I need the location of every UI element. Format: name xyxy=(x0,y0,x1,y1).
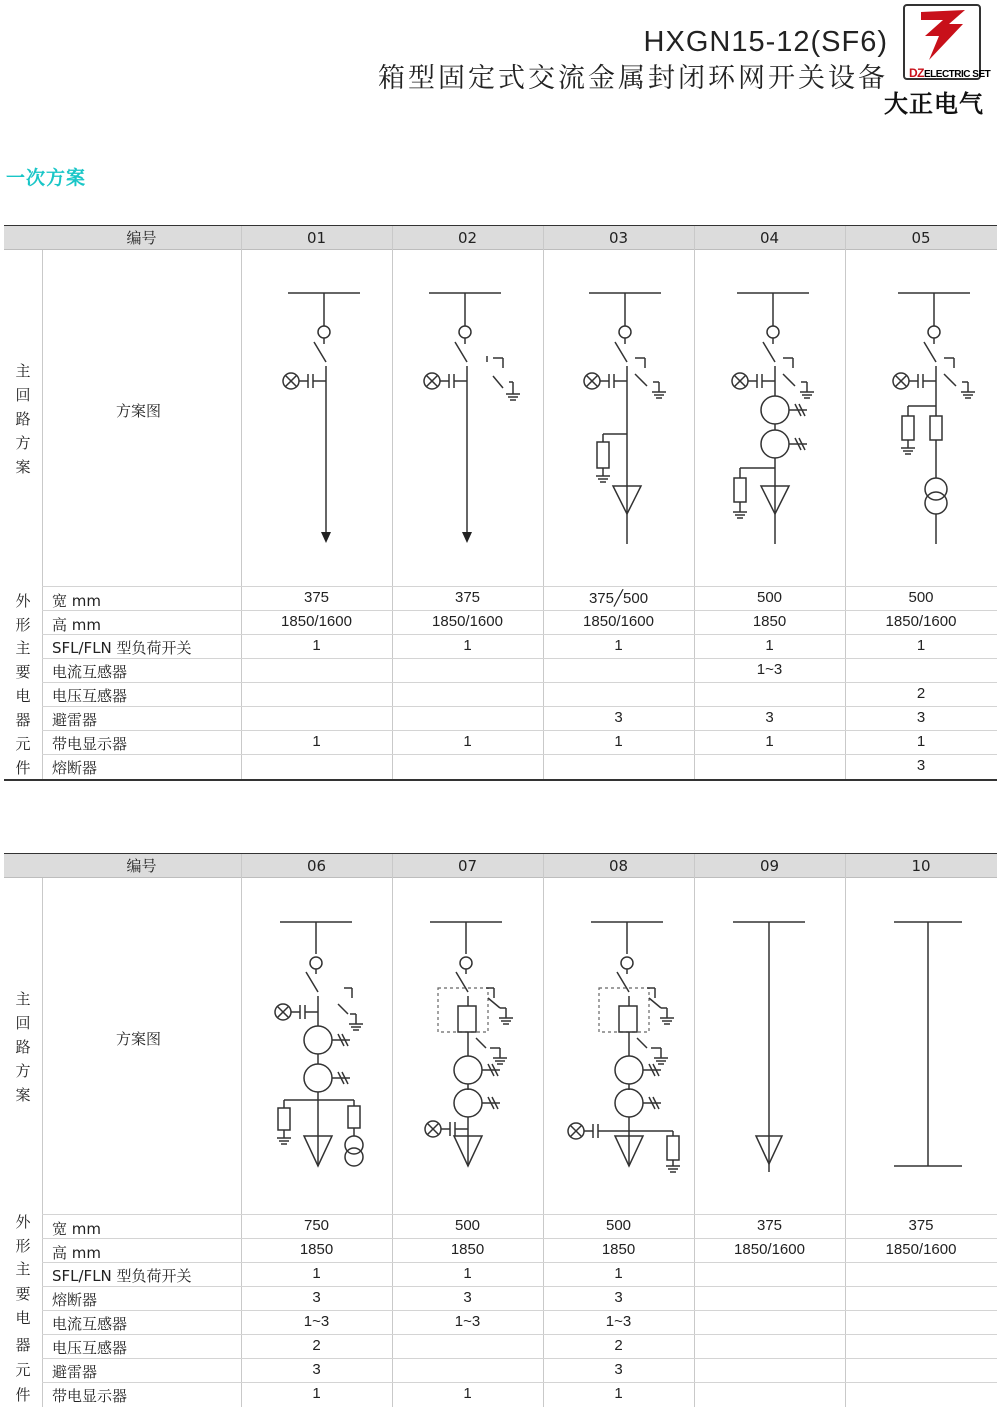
brand-logo xyxy=(903,4,991,80)
table-cell: 1850/1600 xyxy=(432,613,503,630)
table-cell: 1 xyxy=(916,637,926,654)
section-title: 一次方案 xyxy=(6,167,87,189)
side-label: 回 xyxy=(15,1014,31,1032)
table-cell: 1 xyxy=(765,637,774,654)
table-cell: 750 xyxy=(303,1217,330,1234)
table-cell: 1 xyxy=(463,1385,472,1402)
lightning-bolt-icon xyxy=(905,6,983,66)
scheme-diagram-01 xyxy=(276,286,376,551)
model-title: HXGN15-12(SF6) xyxy=(643,26,888,58)
side-label: 主 xyxy=(15,1260,31,1278)
table-header xyxy=(4,854,997,878)
scheme-diagram-02 xyxy=(417,286,547,551)
table-cell: 375╱500 xyxy=(588,590,649,607)
table-cell: 2 xyxy=(916,685,926,702)
side-label: 案 xyxy=(15,458,31,476)
table-cell: 3 xyxy=(916,757,926,774)
side-label: 要 xyxy=(15,663,31,681)
side-label: 主 xyxy=(15,362,31,380)
table-cell: 375 xyxy=(908,1217,934,1234)
table-cell: 500 xyxy=(756,589,783,606)
row-label: 避雷器 xyxy=(52,1363,98,1381)
row-label: 宽 mm xyxy=(52,1220,101,1238)
table-cell: 1 xyxy=(312,637,321,654)
scheme-diagram-09 xyxy=(729,914,829,1179)
table-cell: 1850 xyxy=(752,613,787,630)
table-cell: 1850/1600 xyxy=(281,613,352,630)
logo-text: DZELECTRIC SET xyxy=(909,66,991,80)
scheme-table-1 xyxy=(4,225,997,780)
scheme-diagram-03 xyxy=(577,286,707,551)
table-cell: 375 xyxy=(454,589,481,606)
side-label: 方 xyxy=(15,434,31,452)
side-label: 路 xyxy=(15,1038,31,1056)
table-cell: 1 xyxy=(614,1385,623,1402)
table-cell: 1 xyxy=(312,733,321,750)
side-label: 件 xyxy=(15,759,31,777)
table-cell: 3 xyxy=(916,709,926,726)
side-label: 外 xyxy=(15,1213,31,1231)
scheme-diagram-10 xyxy=(884,914,984,1179)
table-cell: 3 xyxy=(614,1289,623,1306)
table-cell: 2 xyxy=(614,1337,623,1354)
row-label: 宽 mm xyxy=(52,592,101,610)
side-label: 案 xyxy=(15,1086,31,1104)
table-cell: 1 xyxy=(463,637,472,654)
side-label: 元 xyxy=(15,735,31,753)
row-label: 电流互感器 xyxy=(52,1315,128,1333)
table-cell: 1 xyxy=(463,1265,472,1282)
scheme-code: 06 xyxy=(306,857,327,875)
table-cell: 1 xyxy=(312,1385,321,1402)
scheme-diagram-label: 方案图 xyxy=(116,402,162,420)
side-label: 主 xyxy=(15,639,31,657)
side-label: 元 xyxy=(15,1361,31,1379)
scheme-code: 03 xyxy=(608,229,629,247)
side-label: 方 xyxy=(15,1062,31,1080)
side-label: 主 xyxy=(15,990,31,1008)
brand-name: 大正电气 xyxy=(884,90,984,118)
row-label: 熔断器 xyxy=(52,1291,98,1309)
row-label: 避雷器 xyxy=(52,711,98,729)
row-label: 电压互感器 xyxy=(52,687,128,705)
scheme-diagram-05 xyxy=(884,286,994,551)
side-label: 器 xyxy=(15,711,31,729)
product-title: 箱型固定式交流金属封闭环网开关设备 xyxy=(378,63,888,94)
scheme-table-2 xyxy=(4,853,997,1406)
scheme-code: 01 xyxy=(306,229,327,247)
side-label: 路 xyxy=(15,410,31,428)
table-cell: 3 xyxy=(463,1289,472,1306)
row-label: 电压互感器 xyxy=(52,1339,128,1357)
table-cell: 1 xyxy=(614,637,623,654)
table-header xyxy=(4,226,997,250)
table-cell: 500 xyxy=(908,589,934,606)
row-label: 带电显示器 xyxy=(52,1387,128,1405)
scheme-code: 09 xyxy=(759,857,780,875)
table-cell: 3 xyxy=(312,1361,321,1378)
side-label: 器 xyxy=(15,1336,31,1354)
row-label: 熔断器 xyxy=(52,759,98,777)
table-cell: 375 xyxy=(303,589,330,606)
table-cell: 1 xyxy=(463,733,472,750)
scheme-diagram-label: 方案图 xyxy=(116,1030,162,1048)
table-cell: 1 xyxy=(916,733,926,750)
scheme-code: 04 xyxy=(759,229,780,247)
row-label: SFL/FLN 型负荷开关 xyxy=(52,639,192,657)
table-cell: 3 xyxy=(614,709,623,726)
side-label: 外 xyxy=(15,592,31,610)
side-label: 电 xyxy=(15,1309,31,1327)
scheme-diagram-06 xyxy=(266,914,381,1179)
row-label: SFL/FLN 型负荷开关 xyxy=(52,1267,192,1285)
table-cell: 3 xyxy=(614,1361,623,1378)
table-cell: 500 xyxy=(454,1217,481,1234)
table-cell: 1 xyxy=(765,733,774,750)
header-label: 编号 xyxy=(126,857,157,875)
table-cell: 500 xyxy=(605,1217,632,1234)
table-cell: 1850/1600 xyxy=(734,1241,805,1258)
table-cell: 2 xyxy=(312,1337,321,1354)
table-cell: 1850/1600 xyxy=(885,1241,957,1258)
table-cell: 1~3 xyxy=(303,1313,330,1330)
table-cell: 1~3 xyxy=(454,1313,481,1330)
table-cell: 1850 xyxy=(601,1241,636,1258)
side-label: 件 xyxy=(15,1386,31,1404)
scheme-code: 07 xyxy=(457,857,478,875)
scheme-code: 02 xyxy=(457,229,478,247)
scheme-code: 05 xyxy=(911,229,931,247)
scheme-diagram-07 xyxy=(416,914,531,1179)
table-cell: 1850 xyxy=(450,1241,485,1258)
side-label: 回 xyxy=(15,386,31,404)
table-cell: 1 xyxy=(614,733,623,750)
side-label: 形 xyxy=(15,616,31,634)
table-cell: 375 xyxy=(756,1217,783,1234)
table-cell: 3 xyxy=(765,709,774,726)
row-label: 电流互感器 xyxy=(52,663,128,681)
table-cell: 1~3 xyxy=(605,1313,632,1330)
side-label: 要 xyxy=(15,1285,31,1303)
table-cell: 1850/1600 xyxy=(885,613,957,630)
scheme-diagram-08 xyxy=(559,914,694,1179)
table-cell: 3 xyxy=(312,1289,321,1306)
table-cell: 1 xyxy=(312,1265,321,1282)
row-label: 带电显示器 xyxy=(52,735,128,753)
table-cell: 1~3 xyxy=(756,661,783,678)
table-cell: 1850/1600 xyxy=(583,613,654,630)
row-label: 高 mm xyxy=(52,1244,101,1262)
scheme-code: 08 xyxy=(608,857,629,875)
scheme-diagram-04 xyxy=(723,286,853,551)
side-label: 电 xyxy=(15,687,31,705)
side-label: 形 xyxy=(15,1237,31,1255)
table-cell: 1 xyxy=(614,1265,623,1282)
header-label: 编号 xyxy=(126,229,157,247)
table-cell: 1850 xyxy=(299,1241,334,1258)
row-label: 高 mm xyxy=(52,616,101,634)
scheme-code: 10 xyxy=(911,857,931,875)
